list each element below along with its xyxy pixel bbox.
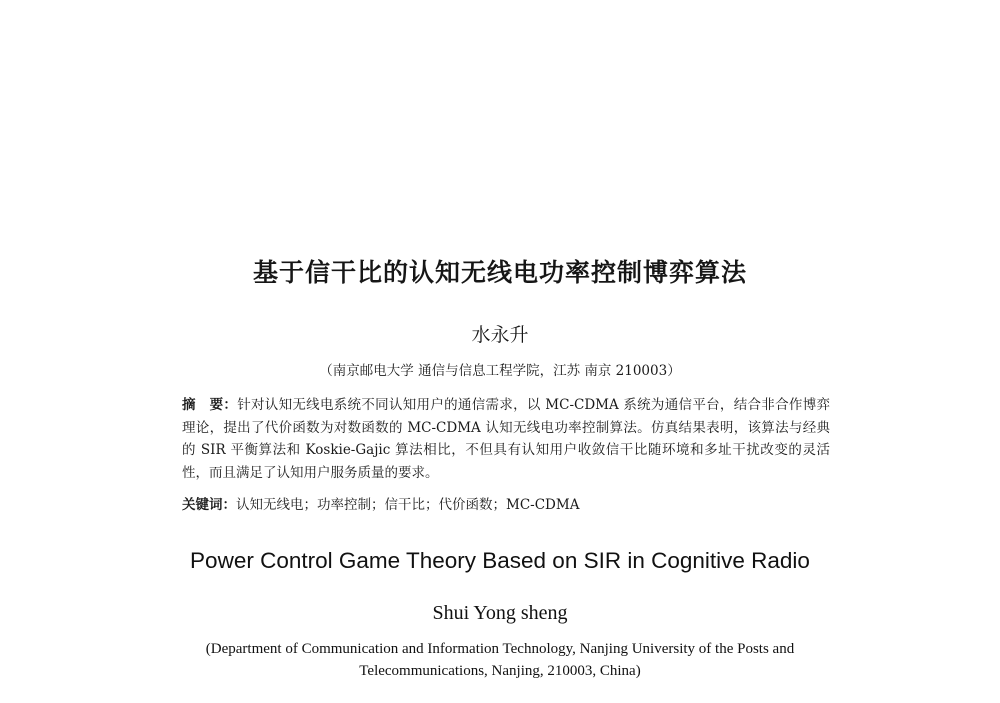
chinese-affiliation: （南京邮电大学 通信与信息工程学院，江苏 南京 210003） xyxy=(319,363,681,379)
abstract-label: 摘 要： xyxy=(182,397,238,413)
chinese-keywords xyxy=(182,494,830,516)
chinese-author: 水永升 xyxy=(471,324,529,346)
abstract-text: 针对认知无线电系统不同认知用户的通信需求，以 MC-CDMA 系统为通信平台，结合非合作博弈理论，提出了代价函数为对数函数的 MC-CDMA 认知无线电功率控制算法。仿真结果表明，该算法与经典的 SIR 平衡算法和 Koskie-Gajic 算法相比，不但具有认知用户收敛信干比随环境和多址干扰改变的灵活性，而且满足了认知用户服务质量的要求。 xyxy=(182,397,830,481)
english-author: Shui Yong sheng xyxy=(432,602,568,624)
chinese-title: 基于信干比的认知无线电功率控制博弈算法 xyxy=(252,258,747,287)
keywords-label: 关键词： xyxy=(182,497,236,513)
chinese-abstract xyxy=(182,394,830,484)
english-affiliation: (Department of Communication and Information Technology, Nanjing University of the Posts and Telecommunications, Nanjing, 210003, China) xyxy=(205,641,795,679)
english-title: Power Control Game Theory Based on SIR in Cognitive Radio xyxy=(190,548,810,573)
keywords-text: 认知无线电；功率控制；信干比；代价函数；MC-CDMA xyxy=(236,497,580,513)
